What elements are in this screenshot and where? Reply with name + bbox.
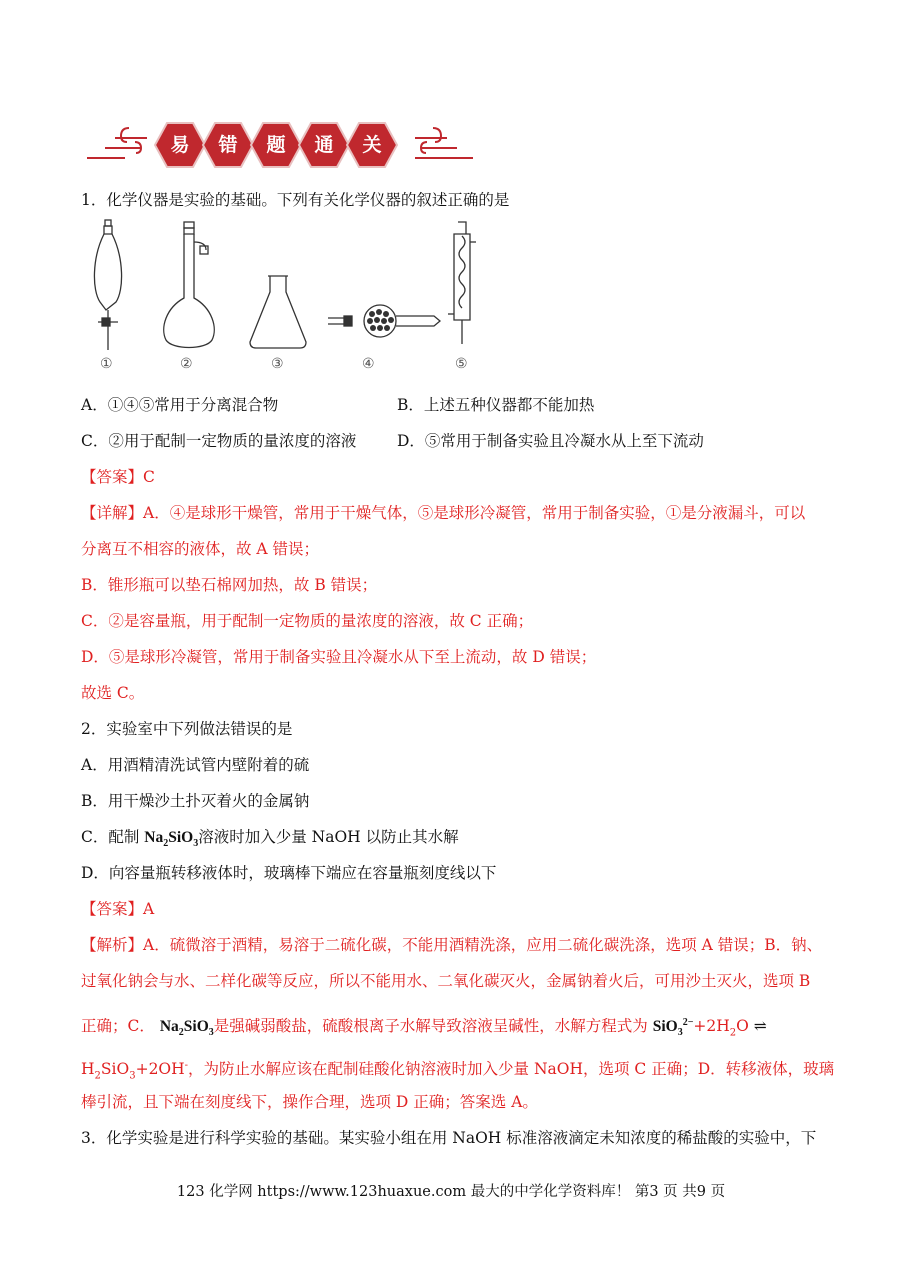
- q2-option-b: B．用干燥沙土扑灭着火的金属钠: [81, 792, 310, 810]
- q1-detail-3: B．锥形瓶可以垫石棉网加热，故 B 错误；: [81, 576, 378, 594]
- banner-char-2: 错: [218, 134, 238, 156]
- left-ornament: [87, 128, 147, 158]
- banner-char-5: 关: [362, 134, 382, 156]
- sio3-ion-formula: SiO$_3^{2-}$: [652, 1017, 694, 1039]
- q2-stem: 2．实验室中下列做法错误的是: [81, 720, 293, 738]
- q2-analysis-4-text: ，为防止水解应该在配制硅酸化钠溶液时加入少量 NaOH，选项 C 正确；D．转移液体，玻璃: [188, 1060, 835, 1079]
- banner-char-3: 题: [266, 134, 286, 156]
- banner-char-4: 通: [314, 134, 334, 156]
- q3-stem: 3．化学实验是进行科学实验的基础。某实验小组在用 NaOH 标准溶液滴定未知浓度的稀盐酸的实验中，下: [81, 1129, 817, 1147]
- q2-analysis-1: 【解析】A．硫微溶于酒精，易溶于二硫化碳，不能用酒精洗涤，应用二硫化碳洗涤，选项 A 错误；B．钠、: [81, 936, 823, 954]
- equilibrium-arrow-icon: ⇌: [753, 1017, 767, 1036]
- q1-detail-6: 故选 C。: [81, 684, 145, 702]
- q2-option-c: [81, 827, 459, 854]
- q1-detail-5: D．⑤是球形冷凝管，常用于制备实验且冷凝水从下至上流动，故 D 错误；: [81, 648, 597, 666]
- q1-detail-2: 分离互不相容的液体，故 A 错误；: [81, 540, 320, 558]
- q2-analysis-3-post: +2H: [693, 1017, 730, 1036]
- figure-label-4: ④: [362, 356, 375, 372]
- q2-analysis-3-mid: 是强碱弱酸盐，硫酸根离子水解导致溶液呈碱性，水解方程式为: [213, 1017, 648, 1036]
- q2-analysis-3: 正确；C． $Na_2SiO_3$是强碱弱酸盐，硫酸根离子水解导致溶液呈碱性，水解方程式为 $SiO_3^{2-}+2H_2O$ ⇌: [81, 1017, 767, 1039]
- q2-analysis-2: 过氧化钠会与水、二样化碳等反应，所以不能用水、二氧化碳灭火，金属钠着火后，可用沙土灭火，选项 B: [81, 972, 811, 990]
- conical-flask-icon: [250, 276, 306, 348]
- q2-analysis-5: 棒引流，且下端在刻度线下，操作合理，选项 D 正确；答案选 A。: [81, 1093, 538, 1111]
- q2-analysis-3-pre: 正确；C．: [81, 1017, 155, 1036]
- q1-detail-4: C．②是容量瓶，用于配制一定物质的量浓度的溶液，故 C 正确；: [81, 612, 534, 630]
- banner-char-1: 易: [170, 134, 190, 156]
- drying-tube-icon: [328, 305, 440, 337]
- na2sio3-formula: $Na_2SiO_3$: [144, 829, 199, 850]
- page-footer: 123 化学网 https://www.123huaxue.com 最大的中学化学资料库！ 第3 页 共9 页: [176, 1184, 726, 1200]
- q2-analysis-4: $H_2SiO_3+2OH^-$，为防止水解应该在配制硅酸化钠溶液时加入少量 NaOH，选项 C 正确；D．转移液体，玻璃: [81, 1060, 835, 1082]
- q1-stem: 1．化学仪器是实验的基础。下列有关化学仪器的叙述正确的是: [81, 191, 510, 209]
- apparatus-figure: [80, 218, 500, 376]
- q2-option-d: D．向容量瓶转移液体时，玻璃棒下端应在容量瓶刻度线以下: [81, 864, 497, 882]
- figure-label-5: ⑤: [455, 356, 468, 372]
- figure-label-2: ②: [180, 356, 193, 372]
- q2-option-c-post: 溶液时加入少量 NaOH 以防止其水解: [198, 828, 459, 846]
- volumetric-flask-icon: [164, 222, 215, 348]
- q2-option-a: A．用酒精清洗试管内壁附着的硫: [81, 756, 310, 774]
- q1-detail-1: 【详解】A．④是球形干燥管，常用于干燥气体，⑤是球形冷凝管，常用于制备实验，①是分液漏斗，可以: [81, 504, 806, 522]
- q1-option-b: B．上述五种仪器都不能加热: [397, 396, 595, 414]
- q2-option-c-pre: C．配制: [81, 828, 145, 846]
- right-ornament: [415, 128, 473, 158]
- na2sio3-formula-2: $Na_2SiO_3$: [159, 1018, 214, 1039]
- bulb-condenser-icon: [448, 222, 476, 344]
- separatory-funnel-icon: [94, 220, 121, 350]
- figure-label-3: ③: [271, 356, 284, 372]
- q1-option-c: C．②用于配制一定物质的量浓度的溶液: [81, 432, 357, 450]
- figure-label-1: ①: [100, 356, 113, 372]
- q1-option-d: D．⑤常用于制备实验且冷凝水从上至下流动: [397, 432, 704, 450]
- q1-option-a: A．①④⑤常用于分离混合物: [81, 396, 279, 414]
- q1-answer: 【答案】C: [81, 468, 155, 486]
- q2-answer: 【答案】A: [81, 900, 155, 918]
